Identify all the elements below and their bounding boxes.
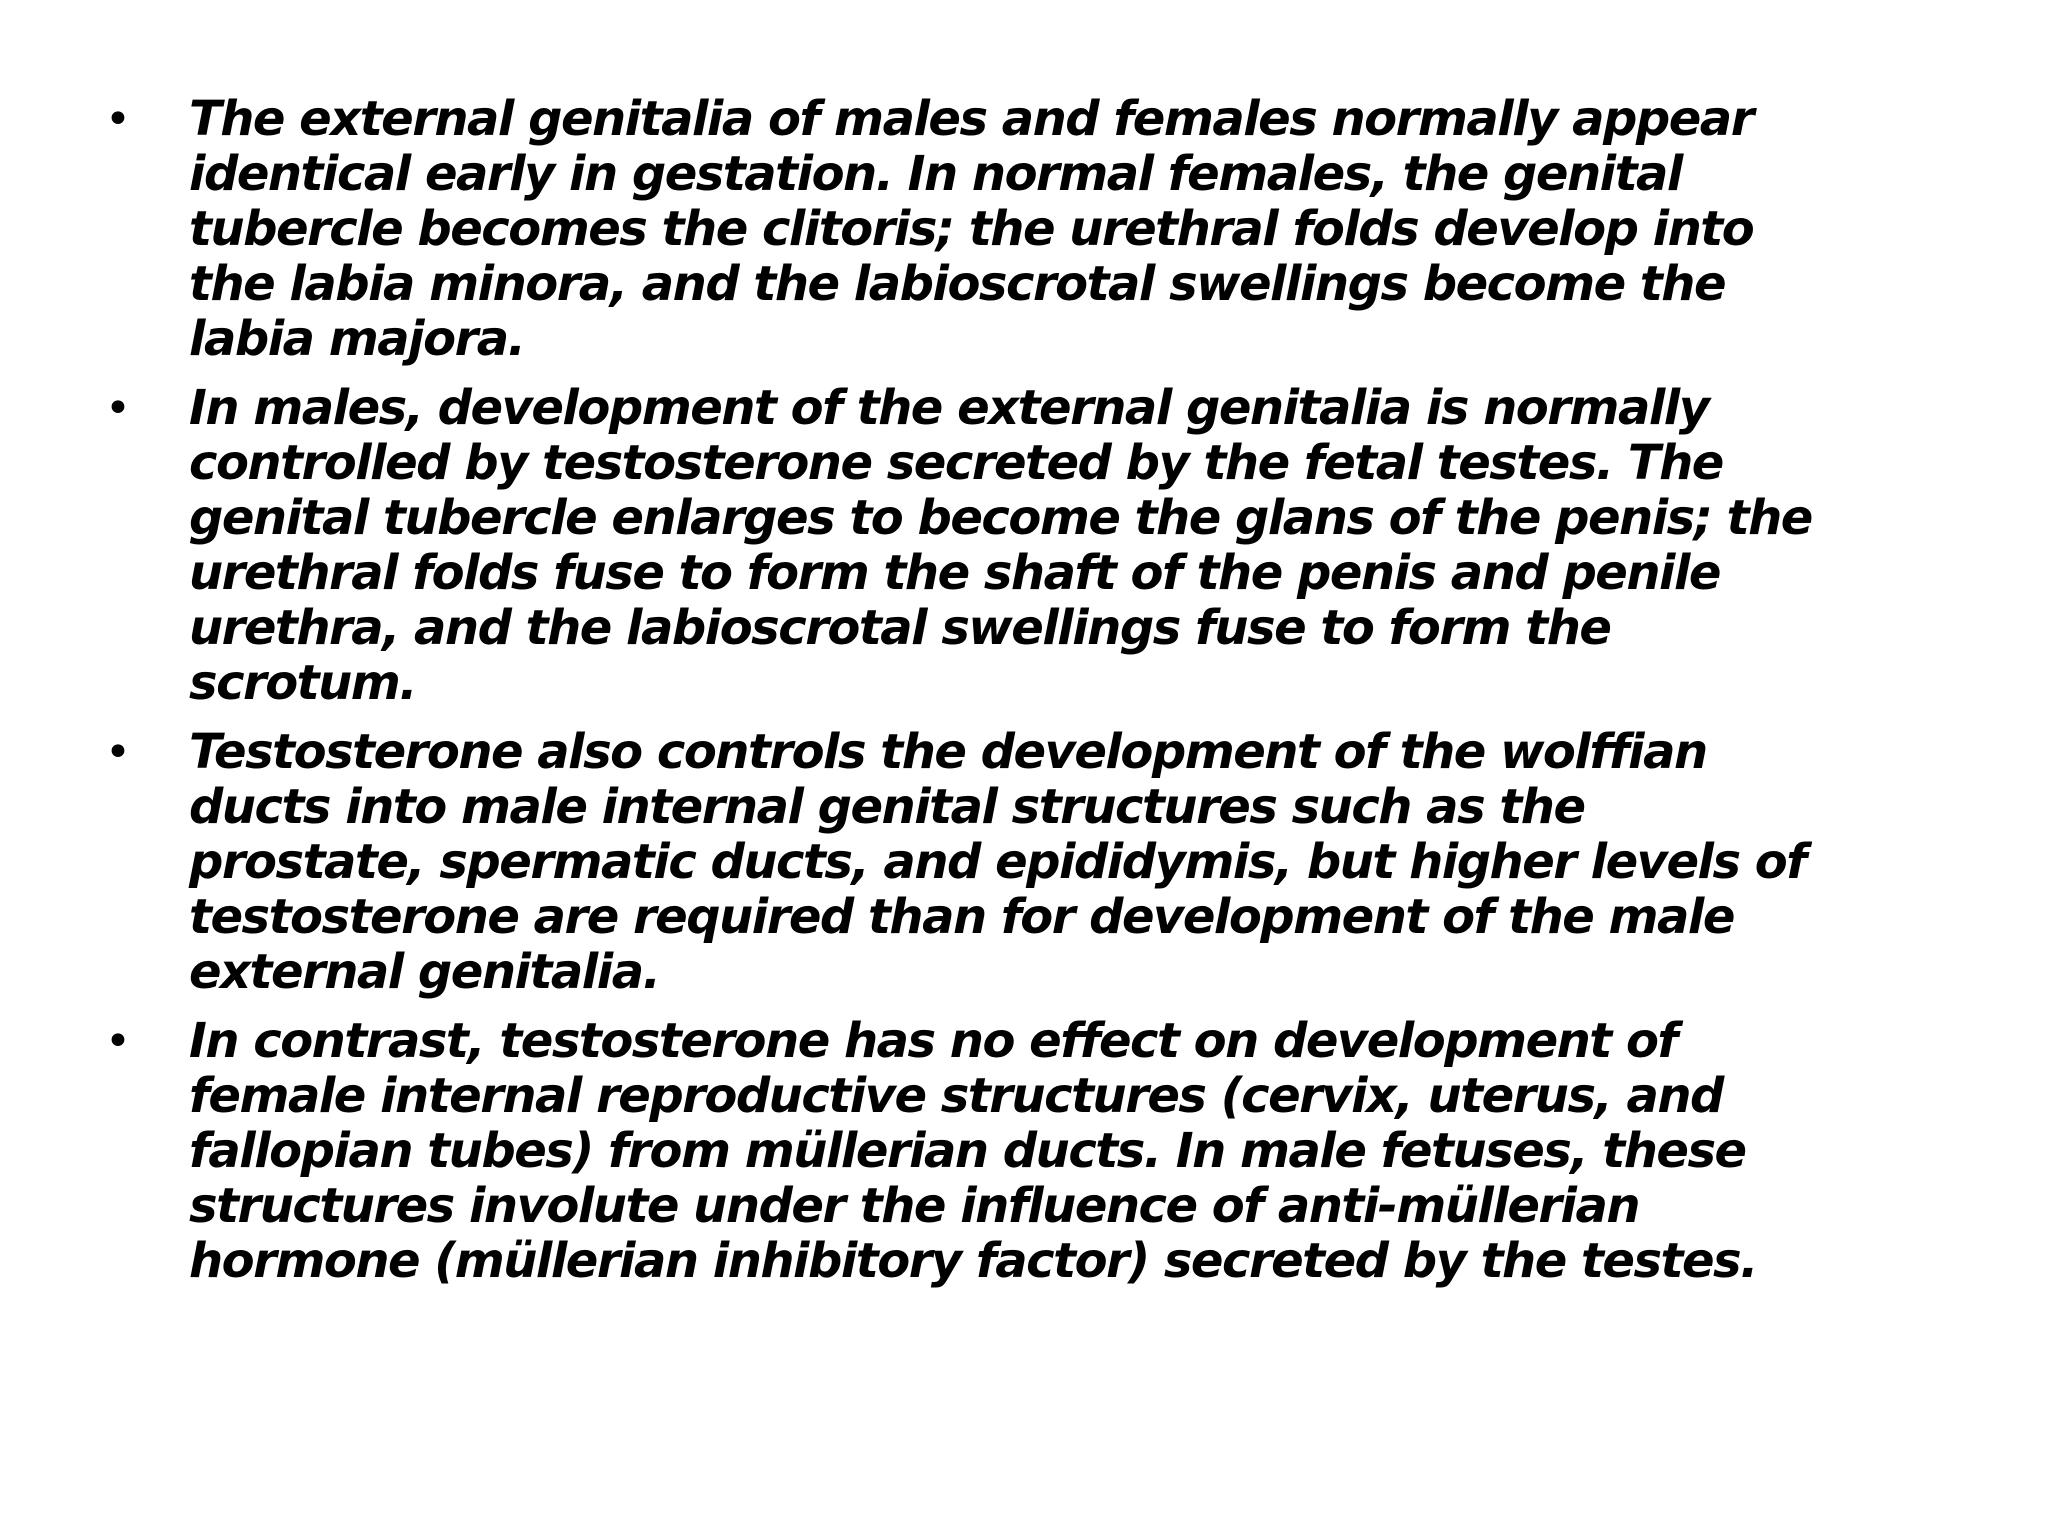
bullet-icon: • (105, 94, 131, 145)
bullet-item-3 (105, 725, 1985, 1000)
bullet-text-2: In males, development of the external genitalia is normally controlled by testosterone secreted by the fetal testes. The genital tubercle enlarges to become the glans of the penis; the urethral folds fuse to form the shaft of the penis and penile urethra, and the labioscrotal swellings fuse to form the scrotum. (189, 380, 1812, 711)
bullet-icon: • (105, 727, 131, 778)
bullet-text-3: Testosterone also controls the development of the wolffian ducts into male internal genital structures such as the prostate, spermatic ducts, and epididymis, but higher levels of testosterone are required than for development of the male external genitalia. (189, 724, 1806, 1000)
bullet-icon: • (105, 1016, 131, 1067)
bullet-list (105, 92, 1985, 1303)
bullet-text-4: In contrast, testosterone has no effect on development of female internal reproductive structures (cervix, uterus, and fallopian tubes) from müllerian ducts. In male fetuses, these structures involute under the influence of anti-müllerian hormone (müllerian inhibitory factor) secreted by the testes. (189, 1013, 1757, 1289)
bullet-item-1 (105, 92, 1985, 367)
bullet-text-1: The external genitalia of males and females normally appear identical early in gestation. In normal females, the genital tubercle becomes the clitoris; the urethral folds develop into the labia minora, and the labioscrotal swellings become the labia majora. (189, 91, 1754, 367)
bullet-item-4 (105, 1014, 1985, 1289)
bullet-item-2 (105, 381, 1985, 711)
bullet-icon: • (105, 383, 131, 434)
